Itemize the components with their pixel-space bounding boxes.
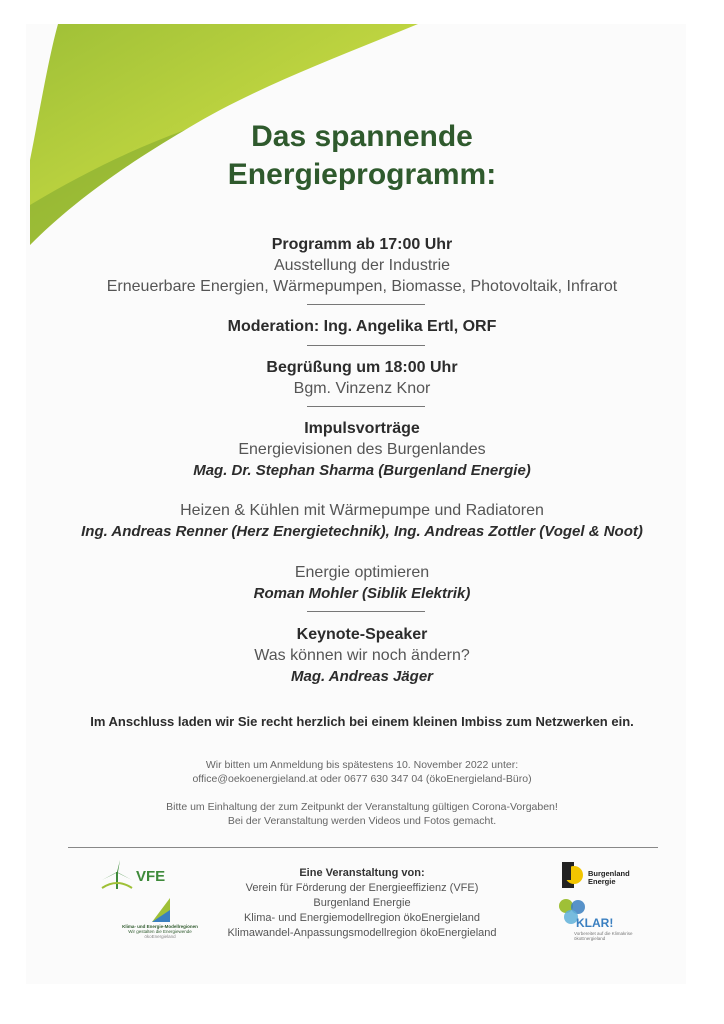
keynote-speaker: Mag. Andreas Jäger — [291, 668, 433, 685]
kem-line-3: ökoEnergieland — [144, 934, 176, 939]
talks-section — [0, 418, 724, 481]
keynote-topic: Was können wir noch ändern? — [254, 647, 470, 664]
organizer-item: Burgenland Energie — [313, 897, 411, 909]
registration-line-2: office@oekoenergieland.at oder 0677 630 347 04 (ökoEnergieland-Büro) — [192, 773, 532, 785]
footer-divider — [68, 847, 658, 848]
program-section — [0, 234, 724, 297]
invite-text: Im Anschluss laden wir Sie recht herzlich bei einem kleinen Imbiss zum Netzwerken ein. — [90, 714, 634, 729]
notes-line-2: Bei der Veranstaltung werden Videos und Fotos gemacht. — [227, 815, 497, 827]
moderation-text: Moderation: Ing. Angelika Ertl, ORF — [227, 318, 497, 335]
talk-topic: Energie optimieren — [294, 564, 430, 581]
klar-sub-line-2: ökoEnergieland — [574, 936, 606, 941]
registration-line-1: Wir bitten um Anmeldung bis spätestens 10. November 2022 unter: — [205, 759, 519, 771]
talk-item — [0, 500, 724, 542]
talk-speaker: Ing. Andreas Renner (Herz Energietechnik), Ing. Andreas Zottler (Vogel & Noot) — [81, 523, 643, 540]
kem-logo-text — [90, 924, 230, 939]
title-line-1: Das spannende — [251, 120, 473, 153]
vfe-logo-text: VFE — [136, 868, 166, 885]
talk-speaker: Mag. Dr. Stephan Sharma (Burgenland Energie) — [193, 462, 531, 479]
program-heading: Programm ab 17:00 Uhr — [271, 236, 453, 253]
registration-section — [0, 758, 724, 786]
talks-heading: Impulsvorträge — [304, 420, 420, 437]
klar-sub-line-1: Vorbereitet auf die Klimakrise — [574, 931, 633, 936]
notes-line-1: Bitte um Einhaltung der zum Zeitpunkt der Veranstaltung gültigen Corona-Vorgaben! — [166, 801, 558, 813]
title-line-2: Energieprogramm: — [227, 158, 497, 191]
moderation-section — [0, 316, 724, 337]
divider — [307, 406, 425, 407]
burgenland-energie-logo-text — [588, 870, 630, 886]
notes-section — [0, 800, 724, 828]
burgenland-energie-logo-icon — [562, 862, 584, 888]
kem-line-1: Klima- und Energie-Modellregionen — [122, 924, 198, 929]
klar-subtitle — [574, 931, 633, 941]
kem-logo-icon — [152, 898, 170, 922]
talk-item — [0, 562, 724, 604]
be-line-1: Burgenland — [588, 869, 630, 878]
organizers-heading: Eine Veranstaltung von: — [299, 867, 425, 879]
greeting-person: Bgm. Vinzenz Knor — [293, 380, 431, 397]
divider — [307, 345, 425, 346]
wind-turbine-icon — [100, 860, 134, 890]
organizer-item: Verein für Förderung der Energieeffizienz (VFE) — [245, 882, 479, 894]
talk-speaker: Roman Mohler (Siblik Elektrik) — [253, 585, 471, 602]
program-line-1: Ausstellung der Industrie — [273, 257, 451, 274]
talk-topic: Heizen & Kühlen mit Wärmepumpe und Radiatoren — [180, 502, 544, 519]
greeting-heading: Begrüßung um 18:00 Uhr — [266, 359, 458, 376]
organizer-item: Klimawandel-Anpassungsmodellregion ökoEnergieland — [227, 927, 497, 939]
divider — [307, 611, 425, 612]
kem-line-2: Wir gestalten die Energiewende — [128, 929, 192, 934]
program-line-2: Erneuerbare Energien, Wärmepumpen, Biomasse, Photovoltaik, Infrarot — [106, 278, 618, 295]
organizer-item: Klima- und Energiemodellregion ökoEnergieland — [243, 912, 481, 924]
klar-logo-text: KLAR! — [576, 916, 614, 930]
talk-topic: Energievisionen des Burgenlandes — [238, 441, 486, 458]
page-title — [0, 118, 724, 194]
keynote-section — [0, 624, 724, 687]
divider — [307, 304, 425, 305]
keynote-heading: Keynote-Speaker — [296, 626, 428, 643]
greeting-section — [0, 357, 724, 399]
be-line-2: Energie — [588, 877, 616, 886]
